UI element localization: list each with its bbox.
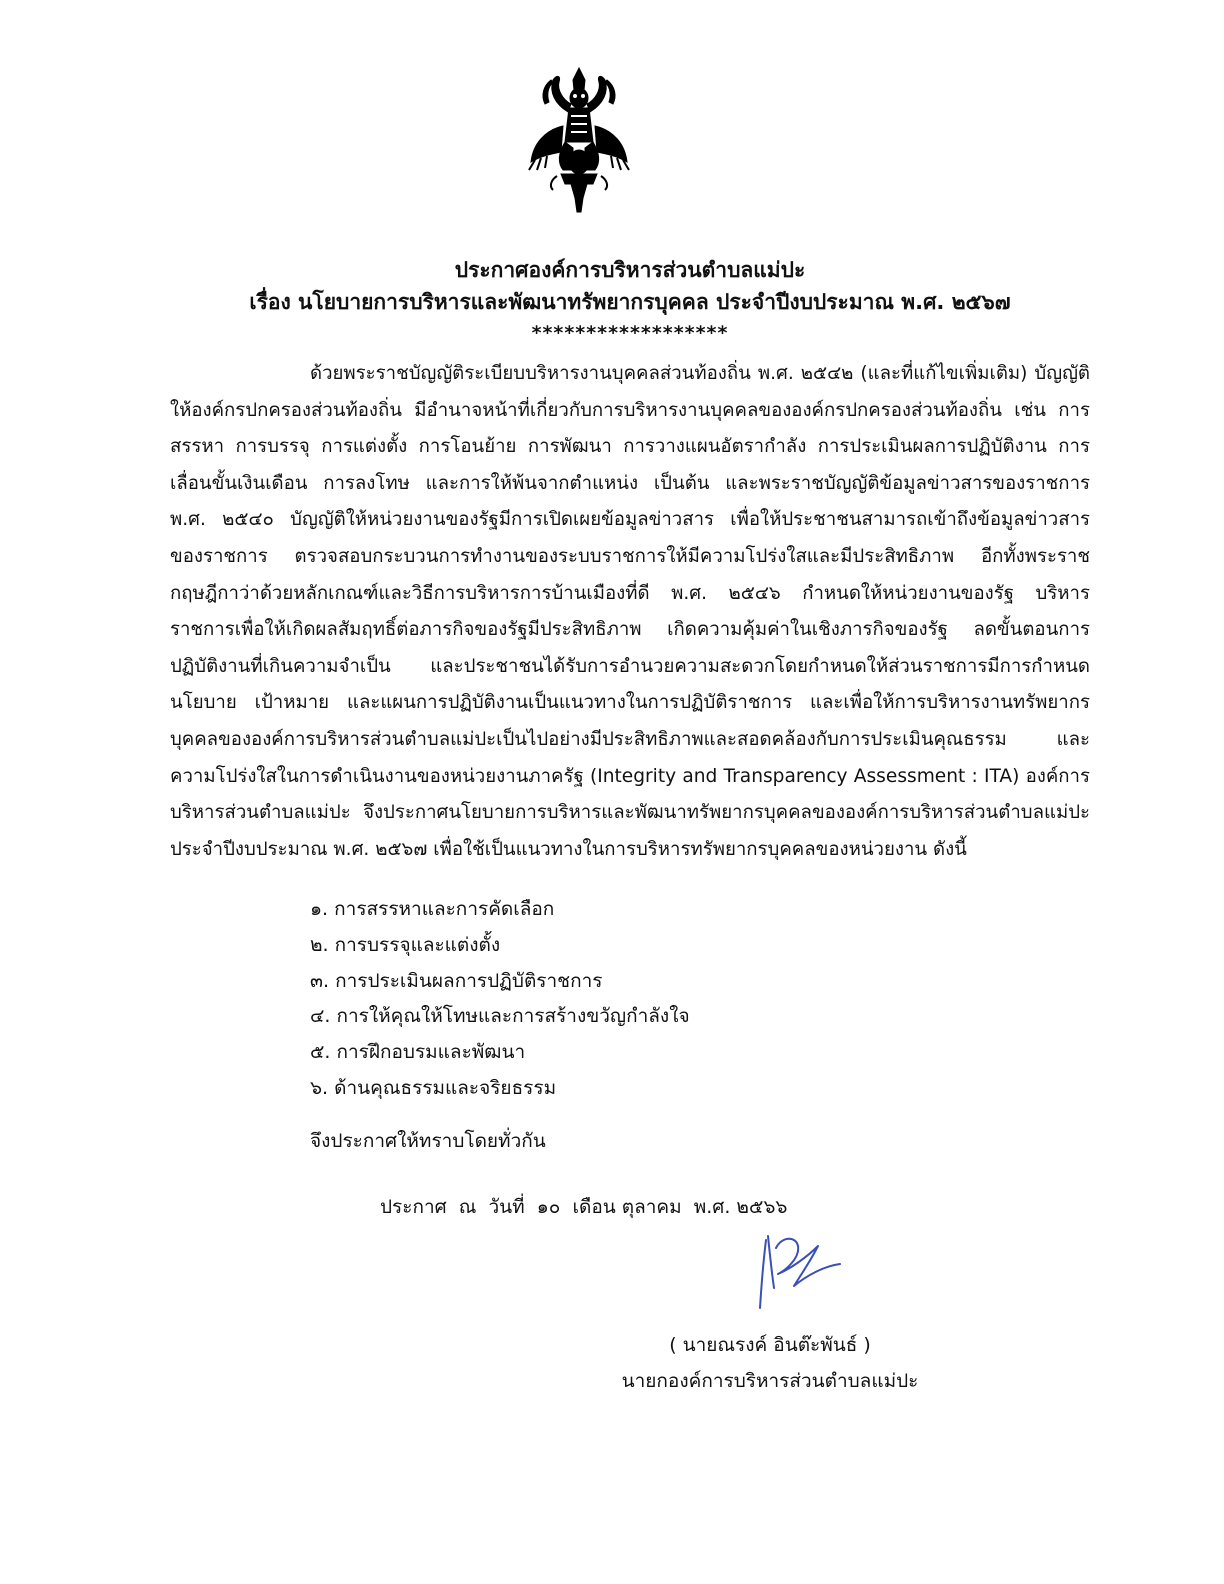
garuda-emblem-icon (527, 66, 631, 216)
list-item: ๑. การสรรหาและการคัดเลือก (310, 898, 555, 920)
announcement-title: ประกาศองค์การบริหารส่วนตำบลแม่ปะ (454, 258, 806, 282)
signer-name: ( นายณรงค์ อินต๊ะพันธ์ ) (669, 1334, 871, 1356)
announcement-date: ประกาศ ณ วันที่ ๑๐ เดือน ตุลาคม พ.ศ. ๒๕๖๖ (380, 1196, 788, 1218)
list-item: ๖. ด้านคุณธรรมและจริยธรรม (310, 1076, 557, 1099)
list-item: ๓. การประเมินผลการปฏิบัติราชการ (310, 969, 603, 992)
list-item: ๕. การฝึกอบรมและพัฒนา (310, 1041, 526, 1064)
signature-mark (752, 1226, 842, 1316)
signer-title: นายกองค์การบริหารส่วนตำบลแม่ปะ (621, 1370, 919, 1392)
announcement-subject: เรื่อง นโยบายการบริหารและพัฒนาทรัพยากรบุคคล ประจำปีงบประมาณ พ.ศ. ๒๕๖๗ (249, 290, 1011, 314)
list-item: ๒. การบรรจุและแต่งตั้ง (310, 933, 501, 956)
closing-statement: จึงประกาศให้ทราบโดยทั่วกัน (310, 1130, 546, 1152)
policy-list (310, 892, 690, 1107)
list-item: ๔. การให้คุณให้โทษและการสร้างขวัญกำลังใจ (310, 1005, 690, 1028)
separator-line: ****************** (531, 322, 729, 344)
body-paragraph: ด้วยพระราชบัญญัติระเบียบบริหารงานบุคคลส่วนท้องถิ่น พ.ศ. ๒๕๔๒ (และที่แก้ไขเพิ่มเติม) บัญญัติให้องค์กรปกครองส่วนท้องถิ่น มีอำนาจหน้าที่เกี่ยวกับการบริหารงานบุคคลขององค์กรปกครองส่วนท้องถิ่น เช่น การสรรหา การบรรจุ การแต่งตั้ง การโอนย้าย การพัฒนา การวางแผนอัตรากำลัง การประเมินผลการปฏิบัติงาน การเลื่อนขั้นเงินเดือน การลงโทษ และการให้พ้นจากตำแหน่ง เป็นต้น และพระราชบัญญัติข้อมูลข่าวสารของราชการ พ.ศ. ๒๕๔๐ บัญญัติให้หน่วยงานของรัฐมีการเปิดเผยข้อมูลข่าวสาร เพื่อให้ประชาชนสามารถเข้าถึงข้อมูลข่าวสารของราชการ ตรวจสอบกระบวนการทำงานของระบบราชการให้มีความโปร่งใสและมีประสิทธิภาพ อีกทั้งพระราชกฤษฎีกาว่าด้วยหลักเกณฑ์และวิธีการบริหารการบ้านเมืองที่ดี พ.ศ. ๒๕๔๖ กำหนดให้หน่วยงานของรัฐ บริหารราชการเพื่อให้เกิดผลสัมฤทธิ์ต่อภารกิจของรัฐมีประสิทธิภาพ เกิดความคุ้มค่าในเชิงภารกิจของรัฐ ลดขั้นตอนการปฏิบัติงานที่เกินความจำเป็น และประชาชนได้รับการอำนวยความสะดวกโดยกำหนดให้ส่วนราชการมีการกำหนดนโยบาย เป้าหมาย และแผนการปฏิบัติงานเป็นแนวทางในการปฏิบัติราชการ และเพื่อให้การบริหารงานทรัพยากรบุคคลขององค์การบริหารส่วนตำบลแม่ปะเป็นไปอย่างมีประสิทธิภาพและสอดคล้องกับการประเมินคุณธรรม และความโปร่งใสในการดำเนินงานของหน่วยงานภาครัฐ (Integrity and Transparency Assessment : ITA) องค์การบริหารส่วนตำบลแม่ปะ จึงประกาศนโยบายการบริหารและพัฒนาทรัพยากรบุคคลขององค์การบริหารส่วนตำบลแม่ปะ ประจำปีงบประมาณ พ.ศ. ๒๕๖๗ เพื่อใช้เป็นแนวทางในการบริหารทรัพยากรบุคคลของหน่วยงาน ดังนี้ (170, 363, 1090, 860)
